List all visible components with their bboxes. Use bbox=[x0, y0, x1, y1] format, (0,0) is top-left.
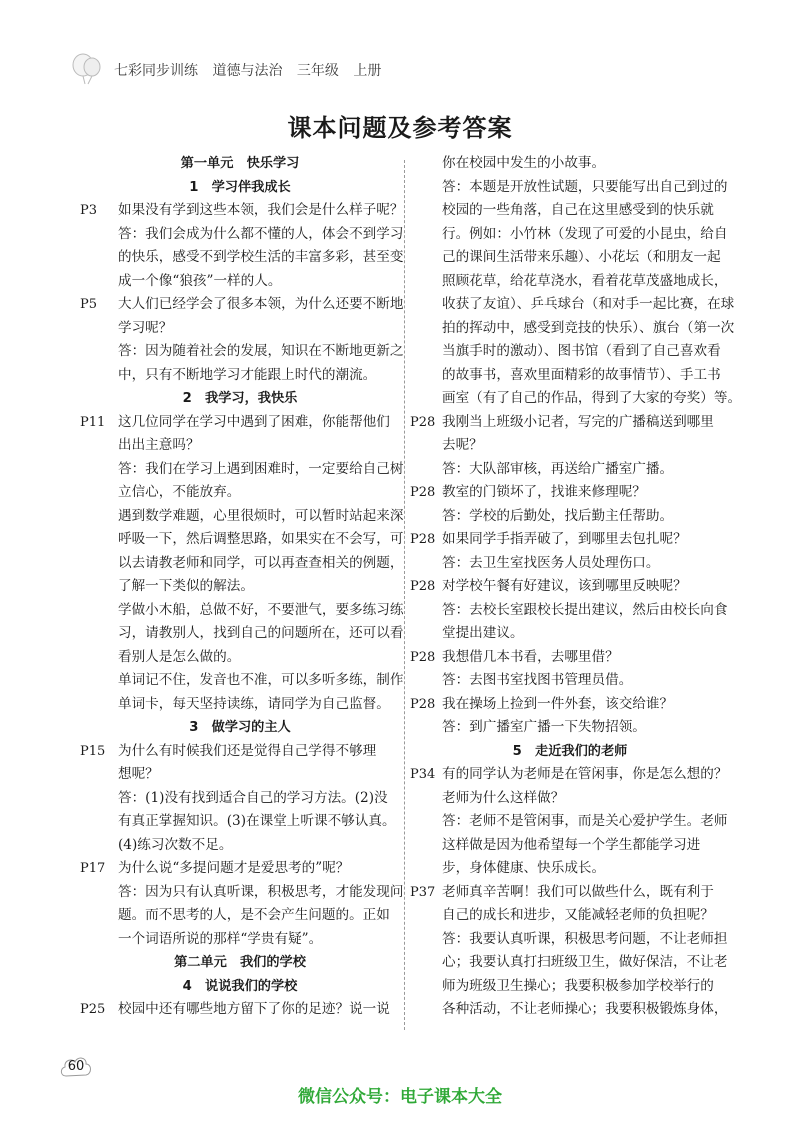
text-line bbox=[80, 928, 400, 952]
question-line bbox=[80, 998, 400, 1022]
text-line bbox=[80, 599, 404, 623]
question-line bbox=[410, 693, 730, 717]
text-line bbox=[410, 599, 730, 623]
line-text: 答：去图书室找图书管理员借。 bbox=[442, 672, 633, 688]
text-line bbox=[410, 458, 730, 482]
header-grade: 三年级 bbox=[296, 63, 339, 79]
text-line bbox=[410, 834, 730, 858]
text-line bbox=[80, 646, 400, 670]
text-line bbox=[410, 622, 730, 646]
page-number: 60 bbox=[67, 1059, 85, 1074]
line-text: 答：老师不是管闲事，而是关心爱护学生。老师 bbox=[442, 813, 728, 829]
text-line bbox=[80, 340, 404, 364]
question-text: 为什么说“多提问题才是爱思考的”呢？ bbox=[118, 860, 350, 876]
question-text: 如果同学手指弄破了，到哪里去包扎呢？ bbox=[442, 531, 687, 547]
question-line bbox=[80, 857, 400, 881]
question-text: 我刚当上班级小记者，写完的广播稿送到哪里 bbox=[442, 413, 714, 430]
line-text: 答：(1)没有找到适合自己的学习方法。(2)没 bbox=[118, 789, 388, 806]
left-column bbox=[80, 152, 404, 1022]
question-line bbox=[80, 199, 404, 223]
text-line bbox=[80, 693, 400, 717]
question-text: 有的同学认为老师是在管闲事，你是怎么想的？ bbox=[442, 766, 728, 782]
text-line bbox=[410, 669, 730, 693]
line-text: 答：去校长室跟校长提出建议，然后由校长向食 bbox=[442, 601, 728, 618]
line-text: 答：去卫生室找医务人员处理伤口。 bbox=[442, 554, 660, 571]
question-text: 对学校午餐有好建议，该到哪里反映呢？ bbox=[442, 578, 687, 594]
question-line bbox=[410, 575, 730, 599]
right-column bbox=[410, 152, 742, 1022]
text-line bbox=[80, 317, 400, 341]
line-text: 遇到数学难题，心里很烦时，可以暂时站起来深 bbox=[118, 507, 404, 524]
line-text: 心；我要认真打扫班级卫生，做好保洁，不让老 bbox=[442, 954, 728, 970]
text-line bbox=[410, 223, 730, 247]
text-line bbox=[80, 787, 400, 811]
line-text: 学做小木船，总做不好，不要泄气，要多练习练 bbox=[118, 601, 404, 618]
question-text: 大人们已经学会了很多本领，为什么还要不断地 bbox=[118, 296, 404, 312]
line-text: 有真正掌握知识。(3)在课堂上听课不够认真。 bbox=[118, 813, 396, 829]
text-line bbox=[410, 951, 730, 975]
question-text: 老师真辛苦啊！我们可以做些什么，既有利于 bbox=[442, 883, 714, 900]
line-text: 答：我要认真听课，积极思考问题，不让老师担 bbox=[442, 930, 728, 947]
header-series: 七彩同步训练 bbox=[114, 63, 198, 79]
line-text: 答：本题是开放性试题，只要能写出自己到过的 bbox=[442, 178, 728, 195]
line-text: 各种活动，不让老师操心；我要积极锻炼身体， bbox=[442, 1001, 728, 1017]
question-text: 如果没有学到这些本领，我们会是什么样子呢？ bbox=[118, 202, 404, 218]
text-line bbox=[410, 810, 730, 834]
text-line bbox=[410, 505, 730, 529]
line-text: 以去请教老师和同学，可以再查查相关的例题， bbox=[118, 554, 404, 571]
line-text: 自己的成长和进步，又能减轻老师的负担呢？ bbox=[442, 907, 714, 923]
text-line bbox=[410, 552, 730, 576]
question-line bbox=[80, 411, 400, 435]
text-line bbox=[410, 998, 730, 1022]
line-text: 单词卡，每天坚持读练，请同学为自己监督。 bbox=[118, 695, 390, 712]
column-divider bbox=[404, 160, 405, 1030]
question-line bbox=[410, 646, 730, 670]
line-text: 答：我们在学习上遇到困难时，一定要给自己树 bbox=[118, 460, 404, 477]
text-line bbox=[80, 622, 404, 646]
page-ref: P28 bbox=[410, 696, 436, 712]
text-line bbox=[80, 364, 400, 388]
line-text: 行。例如：小竹林（发现了可爱的小昆虫，给自 bbox=[442, 225, 728, 242]
text-line bbox=[80, 881, 404, 905]
line-text: 题。而不思考的人，是不会产生问题的。正如 bbox=[118, 907, 390, 923]
text-line bbox=[80, 834, 400, 858]
line-text: 拍的挥动中，感受到竞技的快乐）、旗台（第一次 bbox=[442, 319, 735, 336]
line-text: 的故事书，喜欢里面精彩的故事情节）、手工书 bbox=[442, 366, 721, 383]
line-text: 立信心，不能放弃。 bbox=[118, 484, 241, 500]
text-line bbox=[80, 669, 404, 693]
line-text: 了解一下类似的解法。 bbox=[118, 578, 254, 594]
page-ref: P15 bbox=[80, 743, 106, 759]
text-line bbox=[80, 223, 404, 247]
balloon-logo-icon bbox=[70, 52, 104, 86]
page-ref: P28 bbox=[410, 485, 436, 500]
page-ref: P28 bbox=[410, 414, 436, 430]
line-text: 答：大队部审核，再送给广播室广播。 bbox=[442, 460, 674, 477]
page-ref: P34 bbox=[410, 767, 436, 782]
line-text: 当旗手时的激动）、图书馆（看到了自己喜欢看 bbox=[442, 343, 721, 359]
section-heading: 1 学习伴我成长 bbox=[189, 179, 291, 195]
text-line bbox=[80, 528, 404, 552]
line-text: 学习呢？ bbox=[118, 319, 173, 336]
line-text: 答：因为只有认真听课，积极思考，才能发现问 bbox=[118, 883, 404, 900]
text-line bbox=[410, 787, 730, 811]
line-text: 答：因为随着社会的发展，知识在不断地更新之 bbox=[118, 343, 404, 359]
line-text: 的快乐，感受不到学校生活的丰富多彩，甚至变 bbox=[118, 249, 404, 265]
text-line bbox=[410, 246, 730, 270]
header-subject: 道德与法治 bbox=[212, 63, 283, 79]
text-line bbox=[410, 199, 730, 223]
text-line bbox=[80, 481, 400, 505]
text-line bbox=[410, 317, 735, 341]
text-line bbox=[410, 293, 735, 317]
line-text: 画室（有了自己的作品，得到了大家的夸奖）等。 bbox=[442, 390, 742, 406]
line-text: (4)练习次数不足。 bbox=[118, 836, 233, 853]
section-heading: 3 做学习的主人 bbox=[189, 720, 291, 735]
text-line bbox=[410, 364, 730, 388]
line-text: 习，请教别人，找到自己的问题所在，还可以看 bbox=[118, 625, 404, 641]
text-line bbox=[80, 575, 400, 599]
question-line bbox=[410, 481, 730, 505]
text-line bbox=[410, 270, 730, 294]
page-ref: P17 bbox=[80, 861, 106, 876]
line-text: 你在校园中发生的小故事。 bbox=[442, 155, 606, 171]
section-heading: 第二单元 我们的学校 bbox=[174, 955, 306, 970]
page-ref: P25 bbox=[80, 1002, 106, 1017]
text-line bbox=[410, 975, 730, 999]
line-text: 步，身体健康、快乐成长。 bbox=[442, 860, 606, 876]
question-text: 这几位同学在学习中遇到了困难，你能帮他们 bbox=[118, 413, 390, 430]
page-ref: P28 bbox=[410, 579, 436, 594]
page-ref: P28 bbox=[410, 649, 436, 665]
line-text: 去呢？ bbox=[442, 437, 483, 453]
question-text: 校园中还有哪些地方留下了你的足迹？说一说 bbox=[118, 1001, 390, 1017]
line-text: 想呢？ bbox=[118, 766, 159, 782]
section-heading: 4 说说我们的学校 bbox=[182, 978, 298, 994]
line-text: 收获了友谊）、乒乓球台（和对手一起比赛，在球 bbox=[442, 296, 735, 312]
line-text: 看别人是怎么做的。 bbox=[118, 648, 241, 665]
line-text: 这样做是因为他希望每一个学生都能学习进 bbox=[442, 836, 701, 853]
question-line bbox=[80, 293, 404, 317]
question-line bbox=[80, 740, 400, 764]
section-heading: 2 我学习，我快乐 bbox=[182, 391, 298, 406]
text-line bbox=[410, 387, 742, 411]
line-text: 答：到广播室广播一下失物招领。 bbox=[442, 719, 646, 735]
text-line bbox=[410, 152, 730, 176]
text-line bbox=[80, 904, 400, 928]
page-ref: P3 bbox=[80, 203, 98, 218]
text-line bbox=[410, 716, 730, 740]
question-text: 教室的门锁坏了，找谁来修理呢？ bbox=[442, 484, 646, 500]
question-text: 我在操场上捡到一件外套，该交给谁？ bbox=[442, 695, 674, 712]
section-heading: 5 走近我们的老师 bbox=[512, 743, 628, 759]
question-text: 为什么有时候我们还是觉得自己学得不够理 bbox=[118, 742, 377, 759]
line-text: 呼吸一下，然后调整思路，如果实在不会写，可 bbox=[118, 531, 404, 547]
page-number-badge bbox=[58, 1052, 94, 1082]
page-ref: P37 bbox=[410, 884, 436, 900]
text-line bbox=[80, 552, 404, 576]
line-text: 照顾花草，给花草浇水，看着花草茂盛地成长， bbox=[442, 272, 728, 289]
text-line bbox=[410, 904, 730, 928]
line-text: 校园的一些角落，自己在这里感受到的快乐就 bbox=[442, 202, 714, 218]
text-line bbox=[80, 434, 400, 458]
line-text: 一个词语所说的那样“学贵有疑”。 bbox=[118, 930, 323, 947]
question-line bbox=[410, 763, 730, 787]
line-text: 成一个像“狼孩”一样的人。 bbox=[118, 272, 282, 289]
page-header bbox=[70, 48, 770, 88]
text-line bbox=[80, 458, 404, 482]
line-text: 单词记不住，发音也不准，可以多听多练，制作 bbox=[118, 672, 404, 688]
question-line bbox=[410, 528, 730, 552]
page-title: 课本问题及参考答案 bbox=[287, 113, 513, 142]
line-text: 师为班级卫生操心；我要积极参加学校举行的 bbox=[442, 977, 714, 994]
line-text: 己的课间生活带来乐趣）、小花坛（和朋友一起 bbox=[442, 249, 721, 265]
line-text: 老师为什么这样做？ bbox=[442, 789, 565, 806]
text-line bbox=[80, 763, 400, 787]
text-line bbox=[410, 928, 730, 952]
page-ref: P11 bbox=[80, 414, 106, 430]
header-text bbox=[114, 60, 391, 80]
text-line bbox=[410, 340, 730, 364]
text-line bbox=[80, 810, 400, 834]
header-volume: 上册 bbox=[353, 63, 382, 79]
line-text: 堂提出建议。 bbox=[442, 625, 524, 641]
page-ref: P5 bbox=[80, 297, 98, 312]
footer-watermark: 微信公众号：电子课本大全 bbox=[298, 1087, 502, 1107]
text-line bbox=[410, 176, 730, 200]
line-text: 答：学校的后勤处，找后勤主任帮助。 bbox=[442, 507, 674, 524]
line-text: 中，只有不断地学习才能跟上时代的潮流。 bbox=[118, 366, 377, 383]
line-text: 出出主意吗？ bbox=[118, 437, 200, 453]
text-line bbox=[410, 434, 730, 458]
section-heading: 第一单元 快乐学习 bbox=[180, 156, 300, 171]
question-text: 我想借几本书看，去哪里借？ bbox=[442, 648, 619, 665]
text-line bbox=[80, 246, 404, 270]
text-line bbox=[80, 270, 400, 294]
text-line bbox=[80, 505, 404, 529]
page-ref: P28 bbox=[410, 532, 436, 547]
line-text: 答：我们会成为什么都不懂的人，体会不到学习 bbox=[118, 225, 404, 242]
question-line bbox=[410, 411, 730, 435]
question-line bbox=[410, 881, 730, 905]
text-line bbox=[410, 857, 730, 881]
